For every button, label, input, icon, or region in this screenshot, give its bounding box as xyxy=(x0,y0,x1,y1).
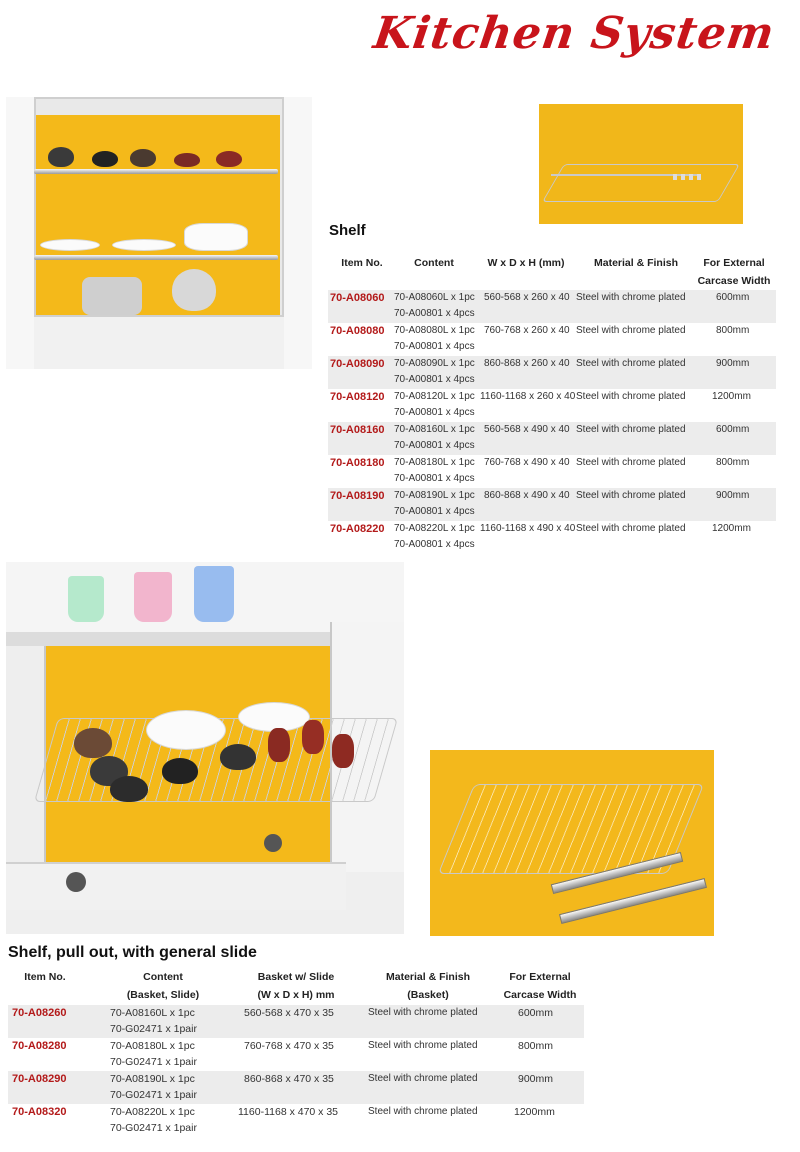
dimensions: 560-568 x 490 x 40 xyxy=(484,424,570,435)
shelf-header-item-no: Item No. xyxy=(341,257,383,269)
item-number: 70-A08160 xyxy=(330,424,385,436)
content-line-2: 70-A00801 x 4pcs xyxy=(394,341,475,352)
carcase-width: 900mm xyxy=(716,490,750,501)
item-number: 70-A08090 xyxy=(330,358,385,370)
carcase-width: 600mm xyxy=(716,292,750,303)
shelf-product-photo xyxy=(539,104,743,224)
pullout-header-item-no: Item No. xyxy=(24,971,66,983)
material: Steel with chrome plated xyxy=(368,1007,478,1018)
pullout-header-carcase-1: For External xyxy=(509,971,571,983)
shelf-header-carcase-2: Carcase Width xyxy=(697,275,771,287)
pullout-header-material-2: (Basket) xyxy=(407,989,449,1001)
table-row xyxy=(328,488,776,521)
dimensions: 860-868 x 260 x 40 xyxy=(484,358,570,369)
dimensions: 1160-1168 x 470 x 35 xyxy=(238,1106,339,1118)
item-number: 70-A08080 xyxy=(330,325,385,337)
pullout-section-title: Shelf, pull out, with general slide xyxy=(8,944,257,961)
content-line-1: 70-A08160L x 1pc xyxy=(110,1007,195,1019)
dimensions: 560-568 x 470 x 35 xyxy=(244,1007,334,1019)
content-line-1: 70-A08220L x 1pc xyxy=(394,523,475,534)
content-line-2: 70-A00801 x 4pcs xyxy=(394,308,475,319)
dimensions: 760-768 x 490 x 40 xyxy=(484,457,570,468)
material: Steel with chrome plated xyxy=(576,523,686,534)
page-title: Kitchen System xyxy=(370,8,778,59)
dimensions: 860-868 x 490 x 40 xyxy=(484,490,570,501)
table-row xyxy=(8,1071,584,1104)
content-line-1: 70-A08180L x 1pc xyxy=(110,1040,195,1052)
pullout-header-content-1: Content xyxy=(143,971,183,983)
item-number: 70-A08320 xyxy=(12,1106,67,1118)
dimensions: 760-768 x 470 x 35 xyxy=(244,1040,334,1052)
material: Steel with chrome plated xyxy=(576,457,686,468)
content-line-2: 70-A00801 x 4pcs xyxy=(394,374,475,385)
content-line-1: 70-A08190L x 1pc xyxy=(394,490,475,501)
content-line-2: 70-G02471 x 1pair xyxy=(110,1023,197,1035)
material: Steel with chrome plated xyxy=(576,391,686,402)
material: Steel with chrome plated xyxy=(576,424,686,435)
carcase-width: 900mm xyxy=(716,358,750,369)
table-row xyxy=(328,323,776,356)
content-line-1: 70-A08190L x 1pc xyxy=(110,1073,195,1085)
table-row xyxy=(8,1005,584,1038)
item-number: 70-A08180 xyxy=(330,457,385,469)
content-line-1: 70-A08060L x 1pc xyxy=(394,292,475,303)
item-number: 70-A08280 xyxy=(12,1040,67,1052)
carcase-width: 900mm xyxy=(518,1073,554,1085)
shelf-header-material: Material & Finish xyxy=(593,257,678,269)
table-row xyxy=(328,455,776,488)
table-row xyxy=(328,521,776,554)
table-row xyxy=(328,422,776,455)
shelf-header-content: Content xyxy=(414,257,454,269)
content-line-2: 70-A00801 x 4pcs xyxy=(394,440,475,451)
content-line-1: 70-A08180L x 1pc xyxy=(394,457,475,468)
pullout-basket-photo xyxy=(6,562,404,934)
content-line-2: 70-A00801 x 4pcs xyxy=(394,407,475,418)
item-number: 70-A08260 xyxy=(12,1007,67,1019)
table-row xyxy=(328,356,776,389)
content-line-2: 70-A00801 x 4pcs xyxy=(394,506,475,517)
material: Steel with chrome plated xyxy=(576,358,686,369)
item-number: 70-A08120 xyxy=(330,391,385,403)
item-number: 70-A08060 xyxy=(330,292,385,304)
basket-slide-product-photo xyxy=(430,750,714,936)
carcase-width: 600mm xyxy=(518,1007,554,1019)
item-number: 70-A08220 xyxy=(330,523,385,535)
carcase-width: 600mm xyxy=(716,424,750,435)
content-line-2: 70-G02471 x 1pair xyxy=(110,1056,197,1068)
shelf-header-carcase-1: For External xyxy=(703,257,765,269)
table-row xyxy=(8,1104,584,1137)
dimensions: 1160-1168 x 490 x 40 xyxy=(480,523,576,534)
content-line-2: 70-A00801 x 4pcs xyxy=(394,473,475,484)
pullout-header-dims-1: Basket w/ Slide xyxy=(257,971,335,983)
dimensions: 560-568 x 260 x 40 xyxy=(484,292,570,303)
dimensions: 860-868 x 470 x 35 xyxy=(244,1073,334,1085)
table-row xyxy=(8,1038,584,1071)
cabinet-shelf-photo xyxy=(6,97,312,369)
table-row xyxy=(328,290,776,323)
pullout-header-content-2: (Basket, Slide) xyxy=(126,989,200,1001)
material: Steel with chrome plated xyxy=(368,1073,478,1084)
content-line-2: 70-G02471 x 1pair xyxy=(110,1089,197,1101)
shelf-section-title: Shelf xyxy=(329,222,366,239)
shelf-header-dims: W x D x H (mm) xyxy=(487,257,565,269)
carcase-width: 800mm xyxy=(716,325,750,336)
dimensions: 760-768 x 260 x 40 xyxy=(484,325,570,336)
pullout-header-carcase-2: Carcase Width xyxy=(503,989,577,1001)
table-row xyxy=(328,389,776,422)
item-number: 70-A08290 xyxy=(12,1073,67,1085)
material: Steel with chrome plated xyxy=(576,490,686,501)
carcase-width: 1200mm xyxy=(712,523,751,534)
material: Steel with chrome plated xyxy=(576,325,686,336)
dimensions: 1160-1168 x 260 x 40 xyxy=(480,391,576,402)
material: Steel with chrome plated xyxy=(368,1040,478,1051)
material: Steel with chrome plated xyxy=(576,292,686,303)
content-line-1: 70-A08080L x 1pc xyxy=(394,325,475,336)
content-line-1: 70-A08120L x 1pc xyxy=(394,391,475,402)
pullout-header-dims-2: (W x D x H) mm xyxy=(257,989,335,1001)
content-line-2: 70-A00801 x 4pcs xyxy=(394,539,475,550)
content-line-2: 70-G02471 x 1pair xyxy=(110,1122,197,1134)
material: Steel with chrome plated xyxy=(368,1106,478,1117)
carcase-width: 800mm xyxy=(518,1040,554,1052)
content-line-1: 70-A08160L x 1pc xyxy=(394,424,475,435)
carcase-width: 1200mm xyxy=(712,391,751,402)
content-line-1: 70-A08090L x 1pc xyxy=(394,358,475,369)
pullout-header-material-1: Material & Finish xyxy=(385,971,470,983)
content-line-1: 70-A08220L x 1pc xyxy=(110,1106,195,1118)
carcase-width: 1200mm xyxy=(514,1106,555,1118)
carcase-width: 800mm xyxy=(716,457,750,468)
item-number: 70-A08190 xyxy=(330,490,385,502)
